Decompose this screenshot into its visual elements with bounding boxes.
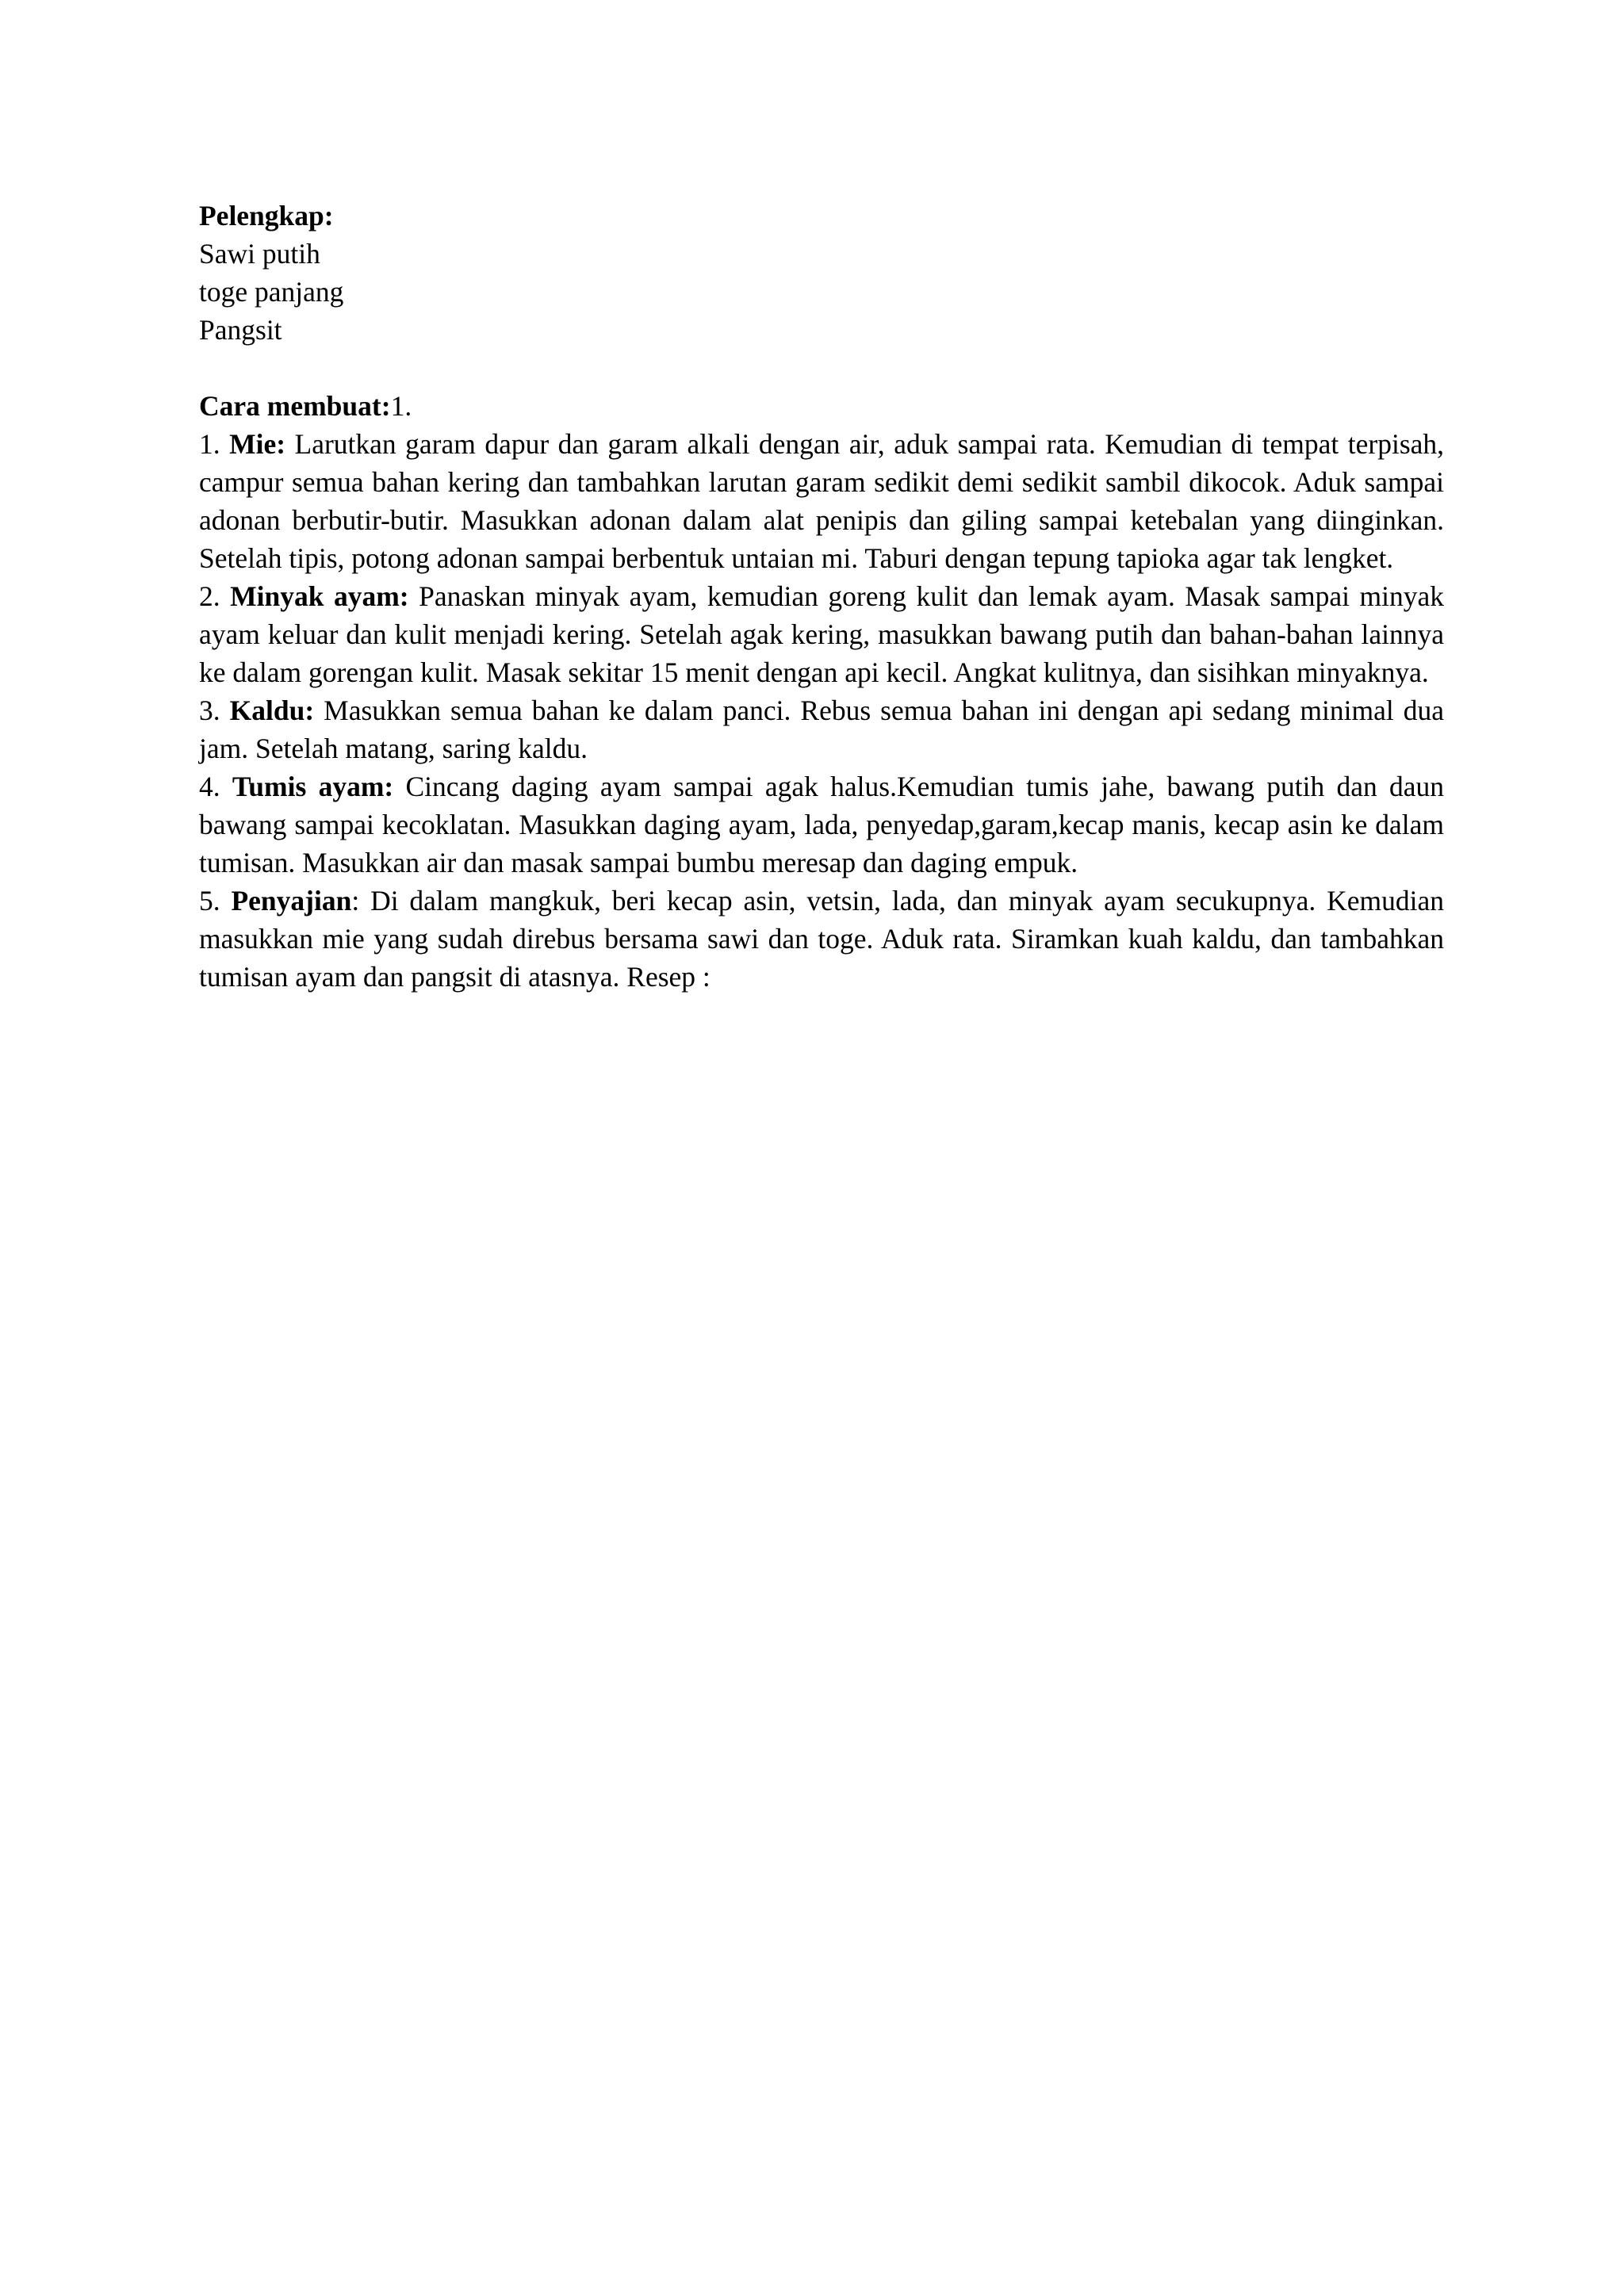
pelengkap-item-3: Pangsit (199, 314, 282, 346)
step-text: Larutkan garam dapur dan garam alkali dengan air, aduk sampai rata. Kemudian di tempat terpisah, campur semua bahan kering dan tambahkan larutan garam sedikit demi sedikit sambil dikocok. Aduk sampai adonan berbutir-butir. Masukkan adonan dalam alat penipis dan giling sampai ketebalan yang diinginkan. Setelah tipis, potong adonan sampai berbentuk untaian mi. Taburi dengan tepung tapioka agar tak lengket. (199, 428, 1445, 574)
pelengkap-item-1: Sawi putih (199, 238, 320, 270)
pelengkap-heading: Pelengkap: (199, 200, 334, 232)
step-number: 2. (199, 580, 220, 612)
cara-membuat-heading: Cara membuat: (199, 390, 391, 422)
step-text: Panaskan minyak ayam, kemudian goreng kulit dan lemak ayam. Masak sampai minyak ayam keluar dan kulit menjadi kering. Setelah agak kering, masukkan bawang putih dan bahan-bahan lainnya ke dalam gorengan kulit. Masak sekitar 15 menit dengan api kecil. Angkat kulitnya, dan sisihkan minyaknya. (199, 580, 1444, 688)
step-number: 5. (199, 885, 220, 916)
step-penyajian (199, 882, 1444, 996)
step-number: 3. (199, 695, 220, 726)
paragraph-gap (199, 349, 1444, 387)
cara-membuat-line (199, 387, 1444, 425)
step-tumis-ayam (199, 767, 1444, 882)
document-page (199, 197, 1444, 996)
step-number: 4. (199, 771, 220, 802)
step-text: Masukkan semua bahan ke dalam panci. Rebus semua bahan ini dengan api sedang minimal dua jam. Setelah matang, saring kaldu. (199, 695, 1444, 764)
step-label: Kaldu: (229, 695, 315, 726)
cara-membuat-suffix: 1. (390, 390, 412, 422)
step-label: Penyajian (231, 885, 352, 916)
step-label: Minyak ayam: (230, 580, 409, 612)
step-kaldu (199, 691, 1444, 767)
step-label-suffix: : (351, 885, 360, 916)
step-minyak-ayam (199, 577, 1444, 691)
step-number: 1. (199, 428, 220, 460)
step-mie (199, 425, 1444, 577)
step-text: Cincang daging ayam sampai agak halus.Kemudian tumis jahe, bawang putih dan daun bawang sampai kecoklatan. Masukkan daging ayam, lada, penyedap,garam,kecap manis, kecap asin ke dalam tumisan. Masukkan air dan masak sampai bumbu meresap dan daging empuk. (199, 771, 1444, 878)
step-label: Mie: (229, 428, 286, 460)
step-label: Tumis ayam: (232, 771, 394, 802)
step-text: Di dalam mangkuk, beri kecap asin, vetsin, lada, dan minyak ayam secukupnya. Kemudian masukkan mie yang sudah direbus bersama sawi dan toge. Aduk rata. Siramkan kuah kaldu, dan tambahkan tumisan ayam dan pangsit di atasnya. Resep : (199, 885, 1445, 993)
pelengkap-item-2: toge panjang (199, 276, 344, 308)
